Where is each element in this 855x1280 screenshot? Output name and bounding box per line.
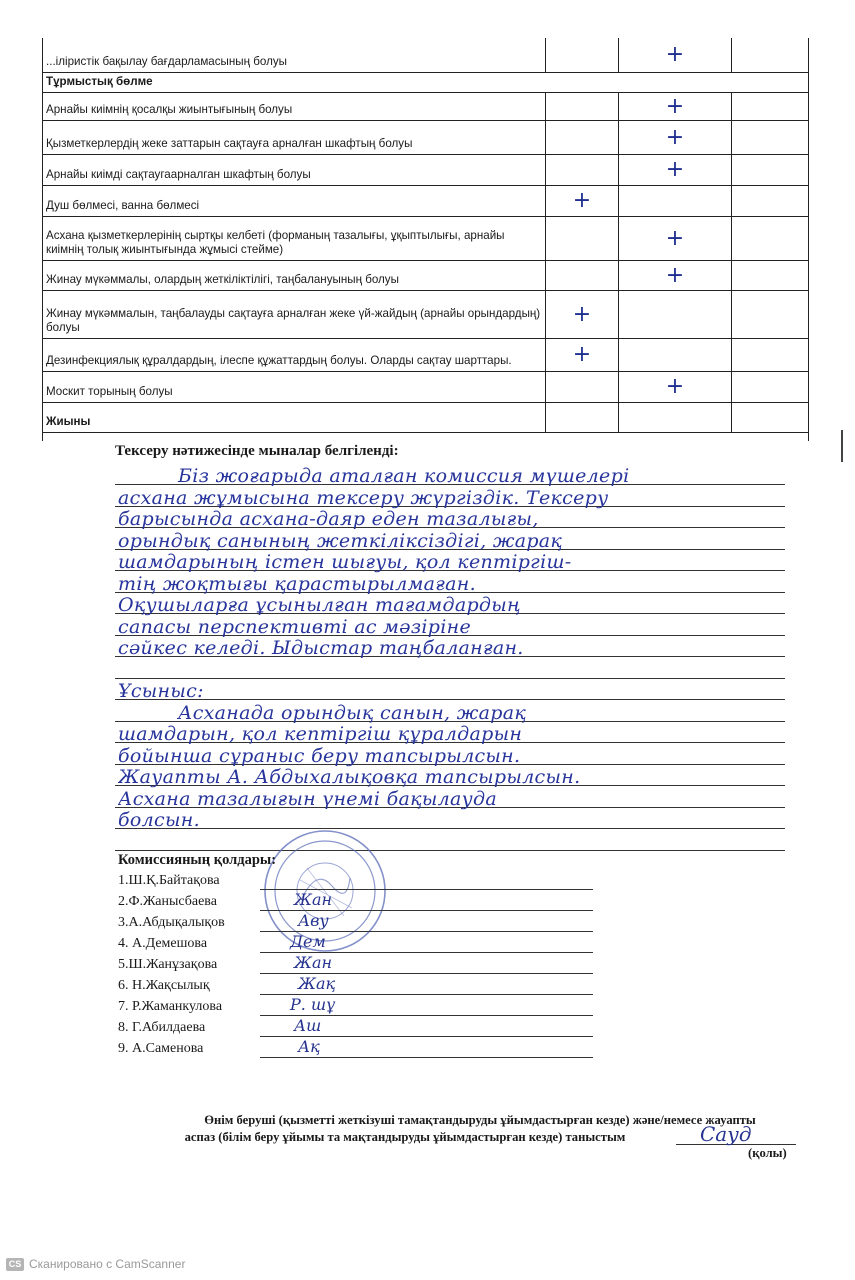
camscanner-logo-icon: CS bbox=[6, 1258, 24, 1271]
commission-title: Комиссияның қолдары: bbox=[118, 852, 277, 868]
member-signature: Жан bbox=[294, 953, 333, 972]
criterion-label: Жинау мүкәммалын, таңбалауды сақтауға арналған жеке үй-жайдың (арнайы орындардың) болуы bbox=[46, 307, 541, 334]
criterion-cell bbox=[42, 217, 546, 260]
criterion-cell bbox=[42, 339, 546, 371]
results-title: Тексеру нәтижесінде мыналар белгіленді: bbox=[115, 443, 399, 459]
plus-mark: + bbox=[665, 93, 685, 119]
member-signature: Ақ bbox=[298, 1037, 320, 1056]
scanner-watermark-text: Сканировано с CamScanner bbox=[29, 1257, 186, 1271]
mark-cell bbox=[619, 372, 732, 402]
mark-cell bbox=[546, 93, 619, 120]
member-signature: Аш bbox=[294, 1016, 322, 1035]
mark-cell bbox=[732, 291, 809, 338]
member-signature: Аву bbox=[298, 911, 329, 930]
handwritten-line: сәйкес келеді. Ыдыстар таңбаланған. bbox=[118, 637, 524, 659]
criterion-label: Жинау мүкәммалы, олардың жеткіліктілігі, таңбалануының болуы bbox=[46, 273, 399, 286]
mark-cell bbox=[732, 186, 809, 216]
criterion-label: Арнайы киімнің қосалқы жиынтығының болуы bbox=[46, 103, 293, 116]
criterion-cell bbox=[42, 93, 546, 120]
table-row bbox=[42, 339, 809, 372]
mark-cell bbox=[619, 403, 732, 432]
mark-cell bbox=[732, 339, 809, 371]
mark-cell bbox=[732, 93, 809, 120]
mark-cell bbox=[732, 38, 809, 72]
plus-mark: + bbox=[665, 225, 685, 251]
plus-mark: + bbox=[572, 188, 592, 213]
mark-cell bbox=[619, 93, 732, 120]
table-row bbox=[42, 38, 809, 73]
commission-member: 8. Г.Абилдаева bbox=[118, 1020, 206, 1035]
member-signature: Жан bbox=[294, 890, 333, 909]
footer-signature: Сауд bbox=[700, 1122, 752, 1146]
criterion-cell bbox=[42, 261, 546, 290]
mark-cell bbox=[546, 372, 619, 402]
table-row bbox=[42, 155, 809, 186]
mark-cell bbox=[546, 186, 619, 216]
handwritten-line: Жауапты А. Абдыхалықовқа тапсырылсын. bbox=[118, 766, 581, 788]
plus-mark: + bbox=[572, 342, 592, 367]
mark-cell bbox=[732, 372, 809, 402]
criterion-cell bbox=[42, 372, 546, 402]
criterion-cell bbox=[42, 291, 546, 338]
plus-mark: + bbox=[665, 262, 685, 288]
handwritten-line: шамдарының істен шығуы, қол кептіргіш- bbox=[118, 551, 572, 573]
mark-cell bbox=[619, 339, 732, 371]
table-row bbox=[42, 186, 809, 217]
commission-member: 6. Н.Жақсылық bbox=[118, 978, 210, 993]
footer-line-2: аспаз (білім беру ұйымы та мақтандыруды ұйымдастырған кезде) таныстым bbox=[184, 1130, 626, 1144]
mark-cell bbox=[619, 217, 732, 260]
criterion-cell bbox=[42, 403, 546, 432]
commission-member: 5.Ш.Жанұзақова bbox=[118, 957, 218, 972]
handwritten-line: барысында асхана-даяр еден тазалығы, bbox=[118, 508, 539, 530]
criterion-label: Жиыны bbox=[46, 415, 91, 428]
criterion-label: Тұрмыстық бөлме bbox=[46, 75, 153, 88]
member-signature: Дем bbox=[290, 932, 326, 951]
commission-member: 1.Ш.Қ.Байтақова bbox=[118, 873, 220, 888]
criterion-label: Арнайы киімді сақтаугаарналган шкафтың болуы bbox=[46, 168, 311, 181]
criterion-cell bbox=[42, 38, 546, 72]
table-row bbox=[42, 121, 809, 155]
commission-member: 2.Ф.Жанысбаева bbox=[118, 894, 217, 909]
page-edge-mark bbox=[841, 430, 843, 462]
mark-cell bbox=[546, 38, 619, 72]
table-row bbox=[42, 93, 809, 121]
criterion-label: Дезинфекциялық құралдардың, ілеспе құжаттардың болуы. Оларды сақтау шарттары. bbox=[46, 354, 512, 367]
mark-cell bbox=[619, 186, 732, 216]
mark-cell bbox=[546, 339, 619, 371]
handwritten-line: орындық санының жеткіліксіздігі, жарақ bbox=[118, 529, 563, 552]
mark-cell bbox=[546, 291, 619, 338]
commission-member: 3.А.Абдықалықов bbox=[118, 915, 225, 930]
handwritten-line: бойынша сұраныс беру тапсырылсын. bbox=[118, 744, 521, 767]
criterion-label: Душ бөлмесі, ванна бөлмесі bbox=[46, 199, 200, 212]
footer-sign-label: (қолы) bbox=[748, 1146, 787, 1160]
plus-mark: + bbox=[665, 374, 685, 399]
mark-cell bbox=[546, 217, 619, 260]
mark-cell bbox=[546, 155, 619, 185]
table-row bbox=[42, 291, 809, 339]
criterion-cell bbox=[42, 186, 546, 216]
mark-cell bbox=[546, 121, 619, 154]
handwritten-line: тің жоқтығы қарастырылмаған. bbox=[118, 572, 476, 595]
member-signature: Жақ bbox=[298, 974, 336, 993]
criterion-cell bbox=[42, 155, 546, 185]
mark-cell bbox=[619, 155, 732, 185]
table-row bbox=[42, 261, 809, 291]
criterion-label: Қызметкерлердің жеке заттарын сақтауға арналған шкафтың болуы bbox=[46, 137, 413, 150]
handwritten-line: Ұсыныс: bbox=[118, 680, 204, 702]
criterion-cell bbox=[42, 73, 809, 92]
footer-line-1: Өнім беруші (қызметті жеткізуші тамақтандыруды ұйымдастырған кезде) және/немесе жауапты bbox=[204, 1113, 756, 1127]
member-signature: Р. шұ bbox=[290, 995, 336, 1014]
commission-member: 4. А.Демешова bbox=[118, 936, 208, 951]
scanner-watermark bbox=[6, 1257, 185, 1271]
handwritten-line: Оқушыларға ұсынылған тағамдардың bbox=[118, 594, 521, 616]
mark-cell bbox=[732, 261, 809, 290]
handwritten-line: шамдарын, қол кептіргіш құралдарын bbox=[118, 723, 523, 745]
plus-mark: + bbox=[665, 42, 685, 67]
mark-cell bbox=[619, 38, 732, 72]
criterion-cell bbox=[42, 121, 546, 154]
table-row bbox=[42, 403, 809, 433]
mark-cell bbox=[546, 261, 619, 290]
criterion-label: ...іліристік бақылау бағдарламасының болуы bbox=[46, 55, 287, 68]
mark-cell bbox=[619, 261, 732, 290]
criterion-label: Москит торының болуы bbox=[46, 385, 173, 398]
mark-cell bbox=[619, 291, 732, 338]
plus-mark: + bbox=[665, 124, 685, 150]
mark-cell bbox=[546, 403, 619, 432]
handwritten-line: сапасы перспективті ас мәзіріне bbox=[118, 615, 471, 638]
handwritten-line: Асханада орындық санын, жарақ bbox=[178, 701, 527, 724]
handwritten-line: асхана жұмысына тексеру жүргіздік. Тексеру bbox=[118, 486, 609, 509]
commission-member: 9. А.Саменова bbox=[118, 1041, 204, 1056]
mark-cell bbox=[732, 403, 809, 432]
signature-line bbox=[260, 1057, 593, 1058]
mark-cell bbox=[732, 155, 809, 185]
table-row bbox=[42, 73, 809, 93]
plus-mark: + bbox=[665, 157, 685, 182]
criterion-label: Асхана қызметкерлерінің сыртқы келбеті (форманың тазалығы, ұқыптылығы, арнайы киімнің толық жиынтығында жұмысі стейме) bbox=[46, 229, 505, 256]
ruled-line bbox=[115, 850, 785, 851]
mark-cell bbox=[732, 121, 809, 154]
mark-cell bbox=[732, 217, 809, 260]
handwritten-line: Біз жоғарыда аталған комиссия мүшелері bbox=[178, 465, 630, 487]
plus-mark: + bbox=[572, 301, 592, 327]
commission-member: 7. Р.Жаманкулова bbox=[118, 999, 223, 1014]
ruled-line bbox=[115, 678, 785, 679]
table-row bbox=[42, 217, 809, 261]
handwritten-line: Асхана тазалығын үнемі бақылауда bbox=[118, 787, 497, 810]
table-row bbox=[42, 372, 809, 403]
mark-cell bbox=[619, 121, 732, 154]
handwritten-line: болсын. bbox=[118, 809, 200, 831]
